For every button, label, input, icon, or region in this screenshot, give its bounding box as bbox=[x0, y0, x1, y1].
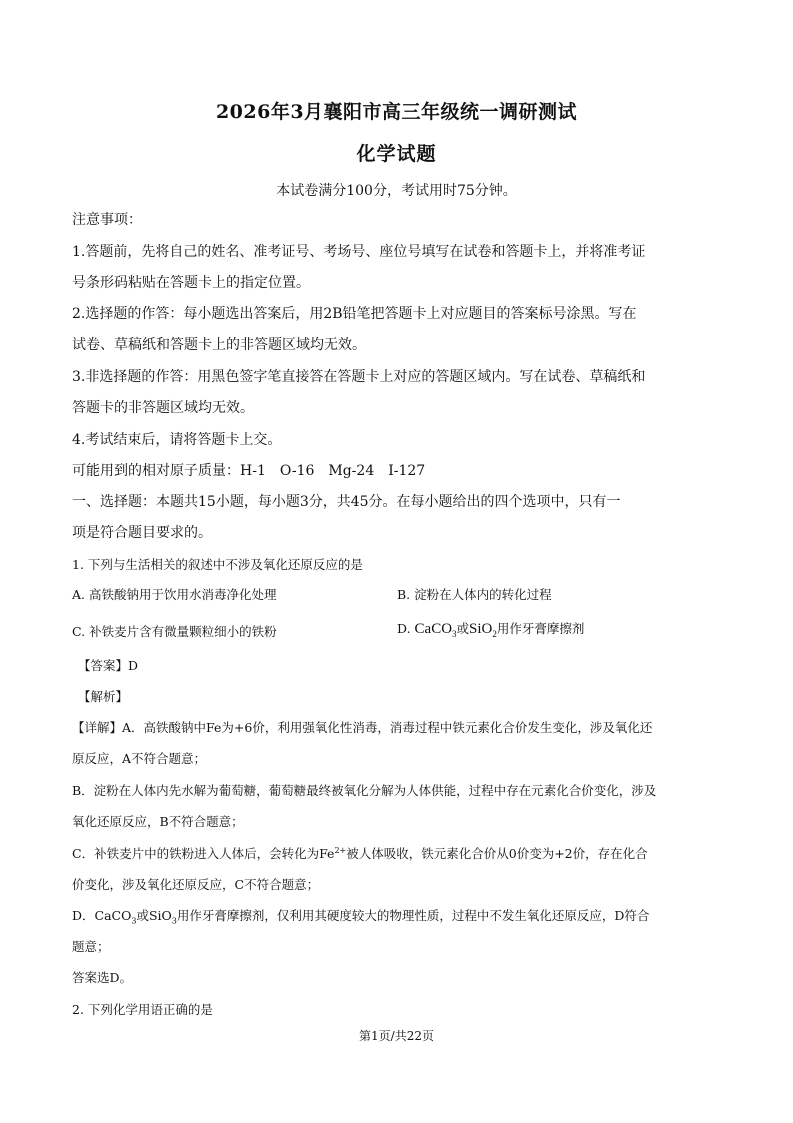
q1-conclusion: 答案选D。 bbox=[72, 970, 133, 985]
q1-option-d-or: 或 bbox=[456, 621, 470, 636]
notice-item-1-line-2: 号条形码粘贴在答题卡上的指定位置。 bbox=[72, 275, 310, 291]
q1-detail-c-line-1: C．补铁麦片中的铁粉进入人体后，会转化为$Fe^{2+}$被人体吸收，铁元素化合价从0价变为+2价，存在化合 bbox=[72, 845, 648, 861]
notice-item-3-line-1: 3.非选择题的作答：用黑色签字笔直接答在答题卡上对应的答题区域内。写在试卷、草稿纸和 bbox=[72, 369, 646, 385]
q1-option-d bbox=[397, 619, 584, 639]
q1-analysis-label: 【解析】 bbox=[78, 689, 129, 704]
q1-option-b: B. 淀粉在人体内的转化过程 bbox=[397, 587, 552, 602]
q1-detail-a-line-1: 【详解】A．高铁酸钠中Fe为+6价，利用强氧化性消毒，消毒过程中铁元素化合价发生变化，涉及氧化还 bbox=[72, 720, 653, 735]
notice-item-1-line-1: 1.答题前，先将自己的姓名、准考证号、考场号、座位号填写在试卷和答题卡上，并将准考证 bbox=[72, 244, 646, 260]
q1-stem: 1. 下列与生活相关的叙述中不涉及氧化还原反应的是 bbox=[72, 557, 363, 572]
q1-detail-a-line-2: 原反应，A不符合题意； bbox=[72, 751, 207, 766]
q2-stem: 2. 下列化学用语正确的是 bbox=[72, 1002, 213, 1017]
q1-option-c: C. 补铁麦片含有微量颗粒细小的铁粉 bbox=[72, 624, 277, 639]
notice-item-3-line-2: 答题卡的非答题区域均无效。 bbox=[72, 400, 254, 416]
q1-detail-d-line-2: 题意； bbox=[72, 939, 110, 954]
notice-item-2-line-2: 试卷、草稿纸和答题卡上的非答题区域均无效。 bbox=[72, 337, 366, 353]
q1-option-a: A. 高铁酸钠用于饮用水消毒净化处理 bbox=[72, 587, 277, 602]
q1-detail-d-line-1: D．CaCO$_3$或SiO$_3$用作牙膏摩擦剂，仅利用其硬度较大的物理性质，过程中不发生氧化还原反应，D符合 bbox=[72, 908, 650, 926]
atomic-masses: 可能用到的相对原子质量：H-1 O-16 Mg-24 I-127 bbox=[72, 463, 426, 479]
exam-title: 2026年3月襄阳市高三年级统一调研测试 bbox=[215, 101, 578, 123]
page-footer: 第1页/共22页 bbox=[359, 1029, 434, 1043]
q1-detail-c-line-2: 价变化，涉及氧化还原反应，C不符合题意； bbox=[72, 877, 320, 892]
notice-heading: 注意事项： bbox=[72, 212, 142, 228]
notice-item-4: 4.考试结束后，请将答题卡上交。 bbox=[72, 432, 282, 448]
section-1-line-1: 一、选择题：本题共15小题，每小题3分，共45分。在每小题给出的四个选项中，只有一 bbox=[72, 494, 621, 510]
exam-info: 本试卷满分100分，考试用时75分钟。 bbox=[276, 183, 517, 199]
q1-answer: 【答案】D bbox=[78, 658, 139, 673]
notice-item-2-line-1: 2.选择题的作答：每小题选出答案后，用2B铅笔把答题卡上对应题目的答案标号涂黑。写在 bbox=[72, 306, 637, 322]
q1-detail-b-line-1: B．淀粉在人体内先水解为葡萄糖，葡萄糖最终被氧化分解为人体供能，过程中存在元素化合价变化，涉及 bbox=[72, 783, 657, 798]
q1-option-d-suffix: 用作牙膏摩擦剂 bbox=[496, 621, 585, 636]
section-1-line-2: 项是符合题目要求的。 bbox=[72, 525, 212, 541]
subject-title: 化学试题 bbox=[356, 143, 437, 165]
q1-option-d-prefix: D. bbox=[397, 621, 415, 636]
calcium-carbonate-formula: CaCO$_3$ bbox=[414, 621, 457, 639]
q1-detail-b-line-2: 氧化还原反应，B不符合题意； bbox=[72, 814, 244, 829]
silicon-dioxide-formula: SiO$_2$ bbox=[469, 621, 497, 639]
